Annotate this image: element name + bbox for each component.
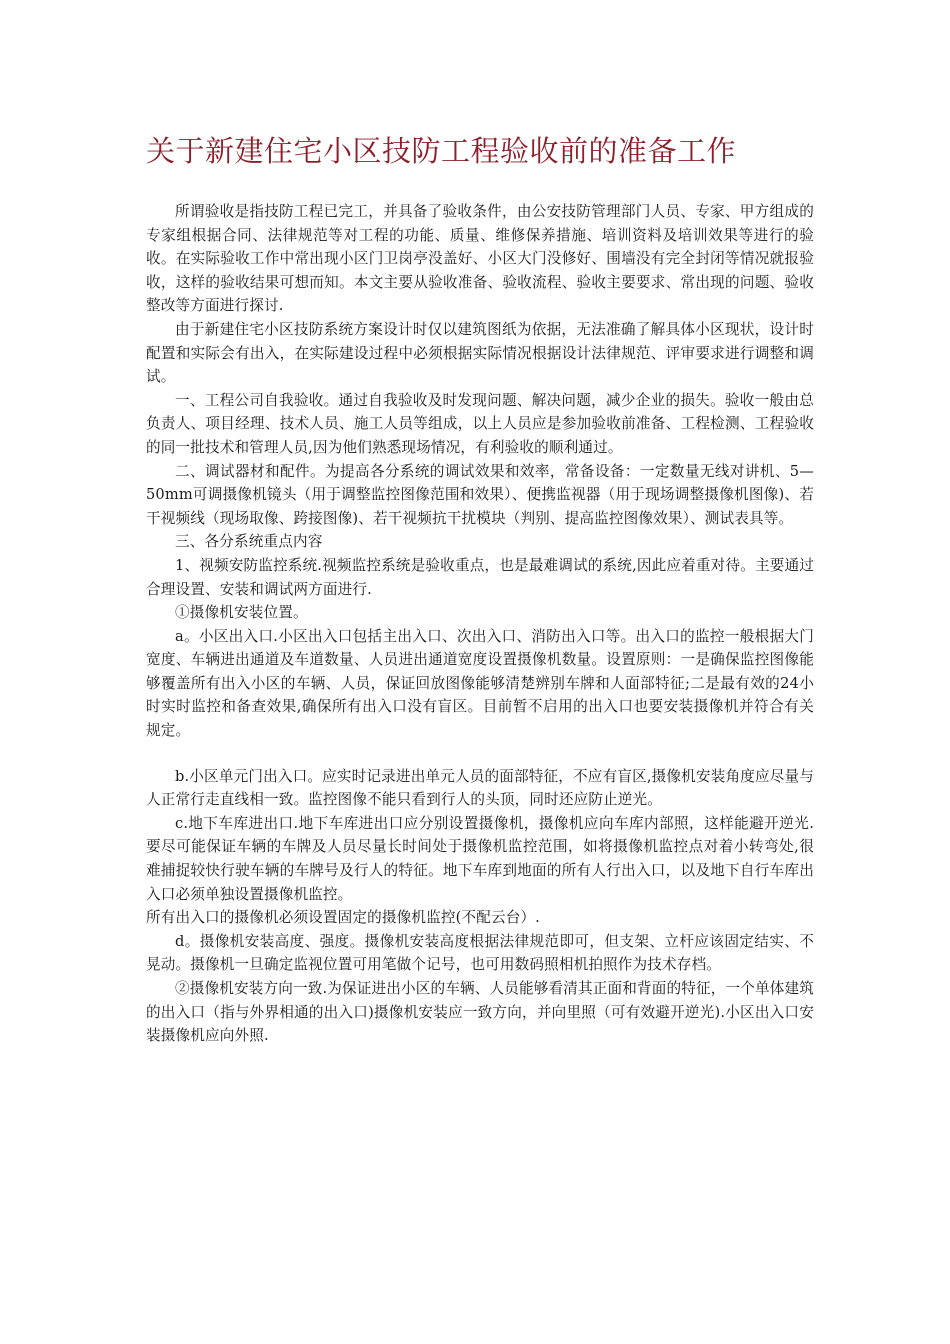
document-title: 关于新建住宅小区技防工程验收前的准备工作: [146, 134, 737, 168]
paragraph-fixed-camera: 所有出入口的摄像机必须设置固定的摄像机监控(不配云台）.: [146, 909, 540, 927]
paragraph-camera-direction: ②摄像机安装方向一致.为保证进出小区的车辆、人员能够看清其正面和背面的特征，一个单体建筑的出入口（指与外界相通的出入口)摄像机安装应一致方向，并向里照（可有效避开逆光).小区出入口安装摄像机应向外照.: [146, 980, 814, 1045]
paragraph-camera-height: d。摄像机安装高度、强度。摄像机安装高度根据法律规范即可，但支架、立杆应该固定结实、不晃动。摄像机一旦确定监视位置可用笔做个记号，也可用数码照相机拍照作为技术存档。: [146, 932, 814, 974]
paragraph-unit-door: b.小区单元门出入口。应实时记录进出单元人员的面部特征，不应有盲区,摄像机安装角度应尽量与人正常行走直线相一致。监控图像不能只看到行人的头顶，同时还应防止逆光。: [146, 767, 814, 809]
paragraph-underground-garage: c.地下车库进出口.地下车库进出口应分别设置摄像机，摄像机应向车库内部照，这样能避开逆光.要尽可能保证车辆的车牌及人员尽量长时间处于摄像机监控范围，如将摄像机监控点对着小转弯处,很难捕捉较快行驶车辆的车牌号及行人的特征。地下车库到地面的所有人行出入口，以及地下自行车库出入口必须单独设置摄像机监控。: [146, 814, 814, 903]
paragraph-camera-position: ①摄像机安装位置。: [175, 604, 308, 622]
paragraph-intro: 所谓验收是指技防工程已完工，并具备了验收条件，由公安技防管理部门人员、专家、甲方组成的专家组根据合同、法律规范等对工程的功能、质量、维修保养措施、培训资料及培训效果等进行的验收。在实际验收工作中常出现小区门卫岗亭没盖好、小区大门没修好、围墙没有完全封闭等情况就报验收，这样的验收结果可想而知。本文主要从验收准备、验收流程、验收主要要求、常出现的问题、验收整改等方面进行探讨.: [146, 203, 814, 315]
paragraph-community-entrance: a。小区出入口.小区出入口包括主出入口、次出入口、消防出入口等。出入口的监控一般根据大门宽度、车辆进出通道及车道数量、人员进出通道宽度设置摄像机数量。设置原则：一是确保监控图像能够覆盖所有出入小区的车辆、人员，保证回放图像能够清楚辨别车牌和人面部特征;二是最有效的24小时实时监控和备查效果,确保所有出入口没有盲区。目前暂不启用的出入口也要安装摄像机并符合有关规定。: [146, 627, 814, 740]
paragraph-subsystem-heading: 三、各分系统重点内容: [175, 533, 323, 551]
paragraph-design-basis: 由于新建住宅小区技防系统方案设计时仅以建筑图纸为依据，无法准确了解具体小区现状，设计时配置和实际会有出入，在实际建设过程中必须根据实际情况根据设计法律规范、评审要求进行调整和调试。: [146, 320, 814, 386]
document-body: [146, 200, 814, 1048]
paragraph-debug-equipment: 二、调试器材和配件。为提高各分系统的调试效果和效率，常备设备：一定数量无线对讲机、5—50mm可调摄像机镜头（用于调整监控图像范围和效果）、便携监视器（用于现场调整摄像机图像)、若干视频线（现场取像、跨接图像)、若干视频抗干扰模块（判别、提高监控图像效果）、测试表具等。: [146, 462, 814, 527]
paragraph-self-acceptance: 一、工程公司自我验收。通过自我验收及时发现问题、解决问题，减少企业的损失。验收一般由总负责人、项目经理、技术人员、施工人员等组成，以上人员应是参加验收前准备、工程检测、工程验收的同一批技术和管理人员,因为他们熟悉现场情况，有利验收的顺利通过。: [146, 391, 814, 456]
blank-line: [146, 743, 814, 765]
paragraph-video-monitoring: 1、视频安防监控系统.视频监控系统是验收重点，也是最难调试的系统,因此应着重对待。主要通过合理设置、安装和调试两方面进行.: [146, 556, 814, 598]
